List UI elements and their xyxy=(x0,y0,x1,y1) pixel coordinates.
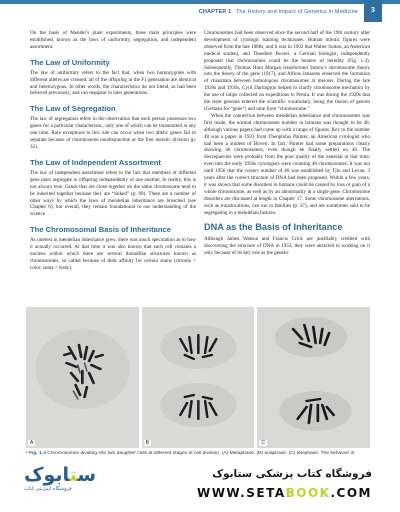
chromosomal-heading: The Chromosomal Basis of Inheritance xyxy=(30,225,171,235)
dna-paragraph: Although James Watson and Francis Crick are justifiably credited with discovering the structure of DNA in 1953, they were attracted to working on it only because of its key role as the genetic xyxy=(204,236,370,257)
telophase-micrograph xyxy=(257,307,370,448)
panel-label-b: B xyxy=(145,440,150,446)
uniformity-paragraph: The law of uniformity refers to the fact that, when two homozygotes with different alleles are crossed, all of the offspring in the F1 generation are identical and heterozygous. In other words, the characteristics do not blend, as had been believed previously, and can reappear in later generations. xyxy=(30,69,196,97)
watermark-footer xyxy=(0,458,400,512)
page-number: 3 xyxy=(364,0,382,22)
logo-subtitle: فروشگاه اینترنتی کتاب xyxy=(24,486,72,492)
uniformity-heading: The Law of Uniformity xyxy=(30,57,110,67)
dna-heading: DNA as the Basis of Inheritance xyxy=(204,222,343,233)
segregation-heading: The Law of Segregation xyxy=(30,104,116,114)
caption-text: Chromosomes dividing into two daughter cells at different stages of cell division. (A) Metaphase; (B) anaphase; (C) telophase. The behavior of xyxy=(47,451,355,456)
site-url-tail: .COM xyxy=(330,486,372,500)
chromosomal-paragraph: As interest in mendelian inheritance grew, there was much speculation as to how it actually occurred. At that time it was also known that each cell contains a nucleus within which there are several threadlike structures known as chromosomes, so called because of their affinity for certain stains (chroma = color, soma = body). xyxy=(30,237,196,271)
brand-persian-name: فروشگاه کتاب پزشکی ستابوک xyxy=(212,468,372,480)
running-header xyxy=(199,9,358,15)
site-url-accent: BOOK xyxy=(285,486,331,500)
segregation-paragraph: The law of segregation refers to the observation that each person possesses two genes for a particular characteristic, only one of which can be transmitted at any one time. Rare exceptions to this rule can occur when two allelic genes fail to separate because of chromosome nondisjunction at the first meiotic division (p. 32). xyxy=(30,116,196,150)
chapter-title: The History and Impact of Genetics in Medicine xyxy=(235,9,358,15)
chromosome-number-paragraph: When the connection between mendelian inheritance and chromosomes was first made, the normal chromosome number in humans was thought to be 48, although various papers had come up with a range of figures. Key to the number 48 was a paper in 1921 from Theophilus Painter, an American cytologist who had been a student of Boveri. In fact, Painter had some preparations clearly showing 46 chromosomes, even though he finally settled on 48. The discrepancies were probably from the poor quality of the material at that time; even into the early 1950s cytologists were counting 48 chromosomes. It was not until 1956 that the correct number of 46 was established by Tjio and Levan, 3 years after the correct structure of DNA had been proposed. Within a few years, it was shown that some disorders in humans could be caused by loss or gain of a whole chromosome, as well as by an abnormality in a single gene. Chromosome disorders are discussed at length in Chapter 17. Some chromosome aberrations, such as translocations, can run in families (p. 37), and are sometimes said to be segregating in a mendelian fashion. xyxy=(204,112,370,216)
sutton-boveri-paragraph: Chromosomes had been observed since the second half of the 19th century after development of cytologic staining techniques. Human mitotic figures were observed from the late 1880s, and it was in 1902 that Walter Sutton, an American medical student, and Theodore Boveri, a German biologist, independently proposed that chromosomes could be the bearers of heredity (Fig. 1.4). Subsequently, Thomas Hunt Morgan transformed Sutton’s chromosome theory into the theory of the gene (1917), and Alfons Janssens observed the formation of chiasmata between homologous chromosomes at meiosis. During the late 1920s and 1930s, Cyril Darlington helped to clarify chromosome mechanics by the use of tulips collected on expeditions to Persia. It was during the 1920s that the term genome entered the scientific vocabulary, being the fusion of genom (German for “gene”) and ome from “chromosome.” xyxy=(204,30,370,112)
figure-panel-a xyxy=(26,307,139,448)
panel-label-c: C xyxy=(261,440,265,446)
left-column xyxy=(30,30,196,272)
figure-panel-c xyxy=(257,307,370,448)
logo-mark-icon: ستابوک xyxy=(24,464,97,486)
chapter-label: CHAPTER 1 xyxy=(198,9,232,15)
right-column xyxy=(204,30,370,257)
site-url[interactable] xyxy=(197,486,372,500)
figure-panel-b xyxy=(142,307,255,448)
caption-tag: • Fig. 1.4 xyxy=(26,451,46,456)
figure-caption xyxy=(26,451,376,456)
setabook-logo xyxy=(24,464,98,504)
figure-1-4 xyxy=(26,307,370,448)
site-url-main: WWW.SETA xyxy=(196,486,286,500)
metaphase-micrograph xyxy=(26,307,139,448)
intro-paragraph: On the basis of Mendel’s plant experiments, three main principles were established, known as the laws of uniformity, segregation, and independent assortment. xyxy=(30,30,196,50)
anaphase-micrograph xyxy=(142,307,255,448)
header-rule xyxy=(0,0,400,4)
assortment-heading: The Law of Independent Assortment xyxy=(30,157,161,167)
panel-label-a: A xyxy=(30,440,34,446)
assortment-paragraph: The law of independent assortment refers to the fact that members of different gene pairs segregate to offspring independently of one another. In reality, this is not always true. Genes that are close together on the same chromosome tend to be inherited together because they are “linked” (p. 90). There are a number of other ways by which the laws of mendelian inheritance are breached (see Chapter 6), but overall, they remain foundational to our understanding of the science. xyxy=(30,169,196,218)
